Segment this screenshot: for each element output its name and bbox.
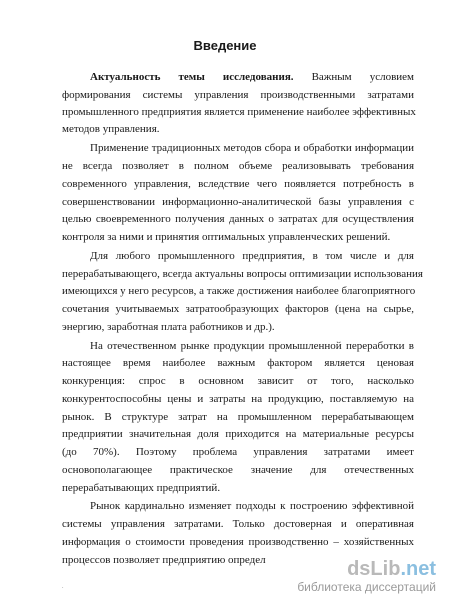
text-line: основополагающее практическое значение для отечественных <box>62 464 414 476</box>
text-line: формирования системы управления производственными затратами <box>62 89 414 101</box>
text-line: Рынок кардинально изменяет подходы к построению эффективной <box>90 500 414 512</box>
watermark-logo <box>297 558 436 580</box>
text-line: (до 70%). Поэтому проблема управления затратами имеет <box>62 446 414 458</box>
text-line: сочетания учитываемых затратообразующих факторов (цена на сырье, <box>62 303 414 315</box>
text-line: конкуренция: спрос в основном зависит от того, насколько <box>62 375 414 387</box>
text-line <box>90 70 414 84</box>
text-line: предприятии значительная доля приходится на материальные ресурсы <box>62 428 414 440</box>
text-line: не всегда позволяет в полном объеме реализовывать требования <box>62 160 414 172</box>
text-line: настоящее время наиболее важным фактором является ценовая <box>62 357 414 369</box>
text-line: промышленного предприятия является применение наиболее эффективных <box>62 106 416 118</box>
text-line: рынок. В структуре затрат на промышленном перерабатывающем <box>62 411 414 423</box>
text-line: перерабатывающего, всегда актуальны вопросы оптимизации использования <box>62 268 423 280</box>
text-line: контроля за ними и принятия оптимальных управленческих решений. <box>62 231 391 243</box>
text-line: Для любого промышленного предприятия, в том числе и для <box>90 250 414 262</box>
text-line: На отечественном рынке продукции промышленной переработки в <box>90 340 414 352</box>
text-line: целью своевременного получения данных о затратах для осуществления <box>62 213 414 225</box>
watermark-logo-accent: .net <box>400 558 436 580</box>
text-line: Применение традиционных методов сбора и обработки информации <box>90 142 414 154</box>
text-line-rest: Важным условием <box>293 71 415 83</box>
text-line: информация о стоимости проведения производственно – хозяйственных <box>62 536 414 548</box>
bold-heading-phrase: Актуальность темы исследования. <box>90 71 294 83</box>
text-line: методов управления. <box>62 123 160 135</box>
page-mark: . <box>62 584 64 590</box>
text-line: процессов позволяет предприятию определ <box>62 554 266 566</box>
page-title: Введение <box>193 38 257 53</box>
text-line: современного управления, вследствие чего появляется потребность в <box>62 178 414 190</box>
text-line: имеющихся у него ресурсов, а также достижения наиболее благоприятного <box>62 285 416 297</box>
text-line: энергию, заработная плата работников и др.). <box>62 321 275 333</box>
watermark-subtitle: библиотека диссертаций <box>297 580 436 594</box>
watermark <box>297 558 436 594</box>
text-line: перерабатывающих предприятий. <box>62 482 221 494</box>
watermark-logo-main: dsLib <box>347 558 401 580</box>
text-line: конкурентоспособны цены и затраты на продукцию, поставляемую на <box>62 393 414 405</box>
text-line: системы управления затратами. Только достоверная и оперативная <box>62 518 414 530</box>
text-line: совершенствовании информационно-аналитической базы управления с <box>62 196 414 208</box>
